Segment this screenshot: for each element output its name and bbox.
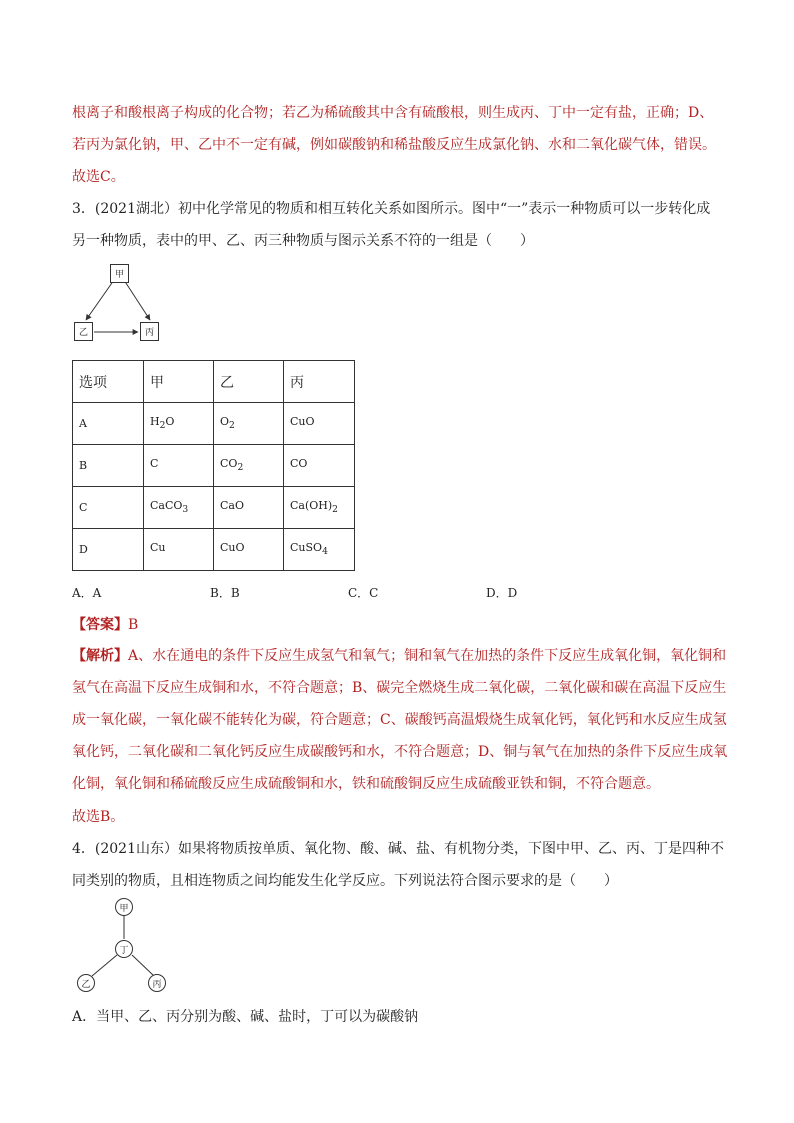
cell-jia: Cu	[144, 529, 214, 571]
cell-bing: $Ca(OH)_2$	[284, 487, 355, 529]
link-ding-yi	[92, 955, 117, 976]
header-jia: 甲	[144, 361, 214, 403]
diagram-node-yi: 乙	[74, 322, 93, 341]
q3-conclusion: 故选B。	[72, 809, 125, 825]
header-option: 选项	[73, 361, 144, 403]
tree-node-bing: 丙	[148, 974, 166, 992]
diagram-node-bing: 丙	[140, 322, 159, 341]
q2-explanation-line-2: 若丙为氯化钠，甲、乙中不一定有碱，例如碳酸钠和稀盐酸反应生成氯化钠、水和二氧化碳气体，错误。	[72, 137, 716, 153]
analysis-text: A、水在通电的条件下反应生成氢气和氧气；铜和氧气在加热的条件下反应生成氧化铜，氧化铜和氢气在高温下反应生成铜和水，不符合题意；B、碳完全燃烧生成二氧化碳，二氧化碳和碳在高温下反应生成一氧化碳，一氧化碳不能转化为碳，符合题意；C、碳酸钙高温煅烧生成氧化钙，氧化钙和水反应生成氢氧化钙，二氧化碳和二氧化钙反应生成碳酸钙和水，不符合题意；D、铜与氧气在加热的条件下反应生成氧化铜，氧化铜和稀硫酸反应生成硫酸铜和水，铁和硫酸铜反应生成硫酸亚铁和铜，不符合题意。	[72, 648, 728, 792]
tree-node-jia: 甲	[115, 898, 133, 916]
choice-a: A．A	[72, 586, 102, 600]
q4-option-a: A．当甲、乙、丙分别为酸、碱、盐时，丁可以为碳酸钠	[72, 1009, 419, 1025]
header-bing: 丙	[284, 361, 355, 403]
table-row	[73, 529, 355, 571]
q4-stem-line-1: 4．(2021山东）如果将物质按单质、氧化物、酸、碱、盐、有机物分类，下图中甲、乙、丙、丁是四种不	[72, 841, 724, 857]
cell-bing: CuO	[284, 403, 355, 445]
choice-b: B．B	[210, 586, 240, 600]
q3-answer	[72, 614, 138, 634]
cell-yi: CuO	[214, 529, 284, 571]
q4-stem-line-2: 同类别的物质，且相连物质之间均能发生化学反应。下列说法符合图示要求的是（ ）	[72, 873, 618, 889]
cell-option: A	[73, 403, 144, 445]
q3-analysis	[72, 640, 732, 800]
q2-explanation-line-1: 根离子和酸根离子构成的化合物；若乙为稀硫酸其中含有硫酸根，则生成丙、丁中一定有盐，正确；D、	[72, 105, 714, 121]
cell-option: D	[73, 529, 144, 571]
arrow-jia-to-bing	[124, 280, 150, 320]
answer-value: B	[128, 617, 139, 633]
choice-d: D．D	[486, 586, 518, 600]
table-row	[73, 487, 355, 529]
cell-bing: CuSO$_4$	[284, 529, 355, 571]
cell-option: B	[73, 445, 144, 487]
link-ding-bing	[132, 955, 154, 976]
arrow-jia-to-yi	[86, 280, 114, 320]
q3-stem-line-2: 另一种物质，表中的甲、乙、丙三种物质与图示关系不符的一组是（ ）	[72, 233, 534, 249]
q2-conclusion: 故选C。	[72, 169, 125, 185]
cell-jia: $H_2O$	[144, 403, 214, 445]
q3-options-table	[72, 360, 355, 571]
cell-option: C	[73, 487, 144, 529]
cell-bing: CO	[284, 445, 355, 487]
table-header-row	[73, 361, 355, 403]
diagram-node-jia: 甲	[110, 264, 129, 283]
tree-node-ding: 丁	[115, 940, 133, 958]
cell-jia: CaCO$_3$	[144, 487, 214, 529]
cell-yi: $CO_2$	[214, 445, 284, 487]
answer-label: 【答案】	[72, 617, 128, 633]
cell-yi: $O_2$	[214, 403, 284, 445]
header-yi: 乙	[214, 361, 284, 403]
analysis-label: 【解析】	[72, 648, 128, 664]
cell-jia: C	[144, 445, 214, 487]
cell-yi: CaO	[214, 487, 284, 529]
table-row	[73, 403, 355, 445]
table-row	[73, 445, 355, 487]
q3-stem-line-1: 3．(2021湖北）初中化学常见的物质和相互转化关系如图所示。图中“一”表示一种物质可以一步转化成	[72, 201, 711, 217]
choice-c: C．C	[348, 586, 379, 600]
tree-node-yi: 乙	[77, 974, 95, 992]
